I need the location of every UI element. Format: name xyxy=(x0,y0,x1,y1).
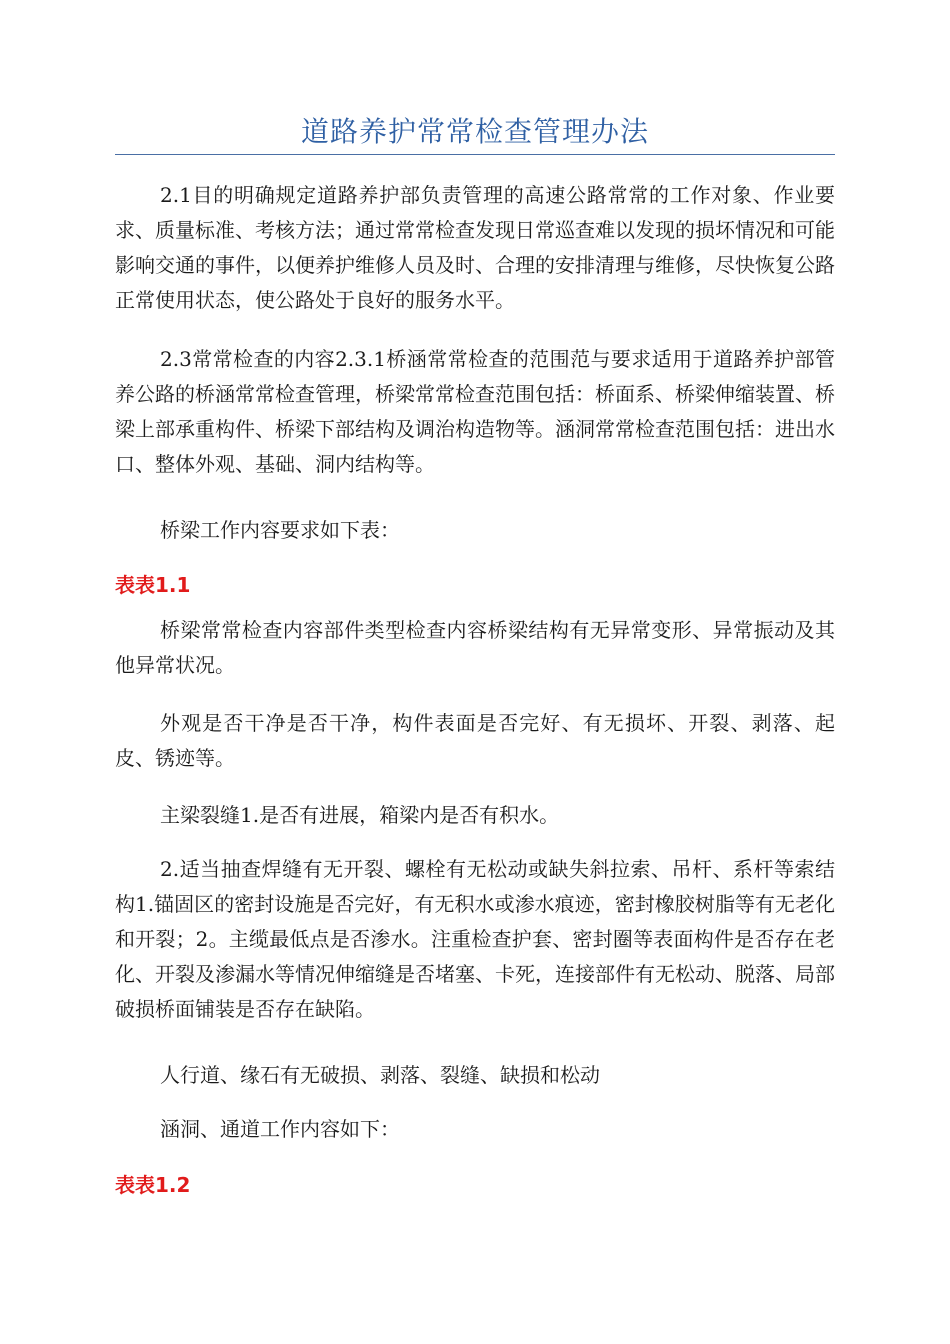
title-underline xyxy=(115,154,835,155)
paragraph-inspection-scope: 2.3常常检查的内容2.3.1桥涵常常检查的范围范与要求适用于道路养护部管养公路的桥涵常常检查管理，桥梁常常检查范围包括：桥面系、桥梁伸缩装置、桥梁上部承重构件、桥梁下部结构及调治构造物等。涵洞常常检查范围包括：进出水口、整体外观、基础、洞内结构等。 xyxy=(115,347,835,476)
paragraph-main-beam: 主梁裂缝1.是否有进展，箱梁内是否有积水。 xyxy=(160,803,560,827)
table-1-2-label: 表表1.2 xyxy=(115,1173,191,1197)
paragraph-sidewalk: 人行道、缘石有无破损、剥落、裂缝、缺损和松动 xyxy=(160,1063,600,1087)
paragraph-bridge-structure: 桥梁常常检查内容部件类型检查内容桥梁结构有无异常变形、异常振动及其他异常状况。 xyxy=(115,618,835,677)
paragraph-cable-structure: 2.适当抽查焊缝有无开裂、螺栓有无松动或缺失斜拉索、吊杆、系杆等索结构1.锚固区的密封设施是否完好，有无积水或渗水痕迹，密封橡胶树脂等有无老化和开裂；2。主缆最低点是否渗水。注重检查护套、密封圈等表面构件是否存在老化、开裂及渗漏水等情况伸缩缝是否堵塞、卡死，连接部件有无松动、脱落、局部破损桥面铺装是否存在缺陷。 xyxy=(115,857,835,1021)
document-title: 道路养护常常检查管理办法 xyxy=(300,115,649,148)
paragraph-appearance: 外观是否干净是否干净，构件表面是否完好、有无损坏、开裂、剥落、起皮、锈迹等。 xyxy=(115,711,835,770)
paragraph-culvert-intro: 涵洞、通道工作内容如下： xyxy=(160,1117,400,1141)
paragraph-purpose: 2.1目的明确规定道路养护部负责管理的高速公路常常的工作对象、作业要求、质量标准、考核方法；通过常常检查发现日常巡查难以发现的损坏情况和可能影响交通的事件，以便养护维修人员及时、合理的安排清理与维修，尽快恢复公路正常使用状态，使公路处于良好的服务水平。 xyxy=(115,183,835,312)
table-1-1-label: 表表1.1 xyxy=(115,573,191,597)
paragraph-bridge-intro: 桥梁工作内容要求如下表： xyxy=(160,518,400,542)
